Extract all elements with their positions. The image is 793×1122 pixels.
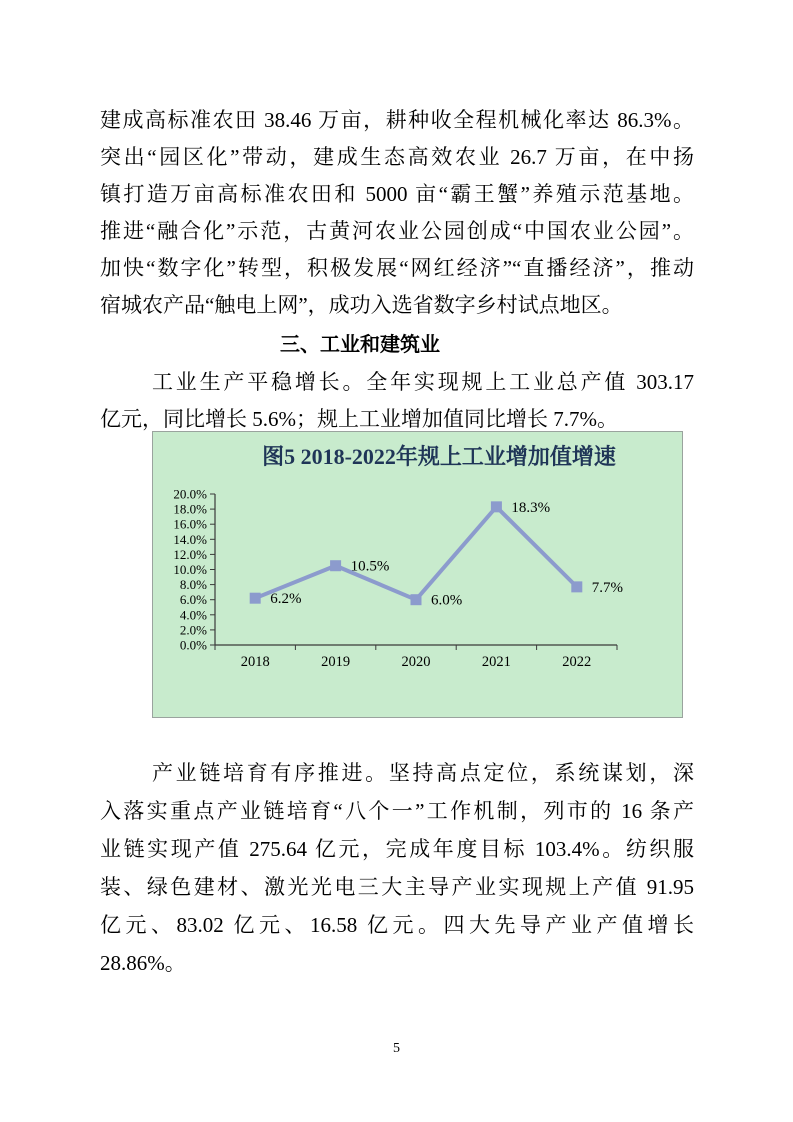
data-point-label: 6.0% bbox=[431, 592, 463, 609]
page-number: 5 bbox=[393, 1041, 400, 1056]
y-tick-label: 6.0% bbox=[179, 592, 207, 608]
x-category-label: 2018 bbox=[240, 654, 270, 670]
text-line: 业链实现产值 275.64 亿元，完成年度目标 103.4%。纺织服 bbox=[100, 837, 694, 861]
section-heading: 三、工业和建筑业 bbox=[280, 334, 440, 356]
paragraph-agriculture bbox=[100, 102, 694, 324]
text-line: 镇打造万亩高标准农田和 5000 亩“霸王蟹”养殖示范基地。 bbox=[100, 182, 694, 206]
paragraph-industry-chain bbox=[100, 754, 694, 982]
text-line: 工业生产平稳增长。全年实现规上工业总产值 303.17 bbox=[152, 370, 694, 394]
y-tick-label: 14.0% bbox=[173, 531, 207, 547]
data-point-marker bbox=[250, 593, 261, 604]
y-tick-label: 16.0% bbox=[173, 516, 207, 532]
data-point-label: 10.5% bbox=[350, 558, 390, 575]
data-point-label: 7.7% bbox=[591, 579, 624, 596]
text-line: 入落实重点产业链培育“八个一”工作机制，列市的 16 条产 bbox=[100, 799, 694, 823]
x-category-label: 2021 bbox=[481, 654, 511, 670]
paragraph-industry-growth bbox=[100, 364, 694, 438]
text-line: 突出“园区化”带动，建成生态高效农业 26.7 万亩，在中扬 bbox=[100, 145, 694, 169]
data-point-marker bbox=[411, 594, 422, 605]
data-point-label: 6.2% bbox=[270, 591, 302, 608]
text-line: 装、绿色建材、激光光电三大主导产业实现规上产值 91.95 bbox=[100, 875, 694, 899]
y-tick-label: 10.0% bbox=[173, 562, 207, 577]
x-category-label: 2022 bbox=[562, 654, 592, 670]
y-tick-label: 8.0% bbox=[179, 577, 207, 593]
text-line: 推进“融合化”示范，古黄河农业公园创成“中国农业公园”。 bbox=[100, 219, 694, 243]
data-line bbox=[255, 507, 577, 600]
data-point-marker bbox=[330, 560, 341, 571]
data-point-marker bbox=[491, 501, 502, 512]
text-line: 建成高标准农田 38.46 万亩，耕种收全程机械化率达 86.3%。 bbox=[100, 108, 694, 132]
data-point-label: 18.3% bbox=[511, 499, 551, 516]
text-line: 产业链培育有序推进。坚持高点定位，系统谋划，深 bbox=[152, 761, 694, 785]
y-tick-label: 12.0% bbox=[173, 546, 207, 562]
y-tick-label: 2.0% bbox=[179, 622, 207, 638]
text-line: 亿元、83.02 亿元、16.58 亿元。四大先导产业产值增长 bbox=[100, 913, 694, 937]
x-category-label: 2020 bbox=[401, 654, 431, 670]
text-line: 28.86%。 bbox=[100, 951, 186, 975]
chart-title: 图5 2018-2022年规上工业增加值增速 bbox=[262, 444, 616, 469]
line-chart bbox=[153, 432, 682, 717]
x-category-label: 2019 bbox=[321, 654, 351, 670]
y-tick-label: 4.0% bbox=[179, 607, 207, 623]
y-tick-label: 20.0% bbox=[173, 486, 207, 502]
chart-figure bbox=[152, 431, 683, 718]
text-line: 宿城农产品“触电上网”，成功入选省数字乡村试点地区。 bbox=[100, 293, 623, 317]
y-tick-label: 0.0% bbox=[179, 637, 207, 653]
data-point-marker bbox=[571, 581, 582, 592]
y-tick-label: 18.0% bbox=[173, 501, 207, 517]
text-line: 加快“数字化”转型，积极发展“网红经济”“直播经济”，推动 bbox=[100, 256, 694, 280]
text-line: 亿元，同比增长 5.6%；规上工业增加值同比增长 7.7%。 bbox=[100, 407, 618, 431]
